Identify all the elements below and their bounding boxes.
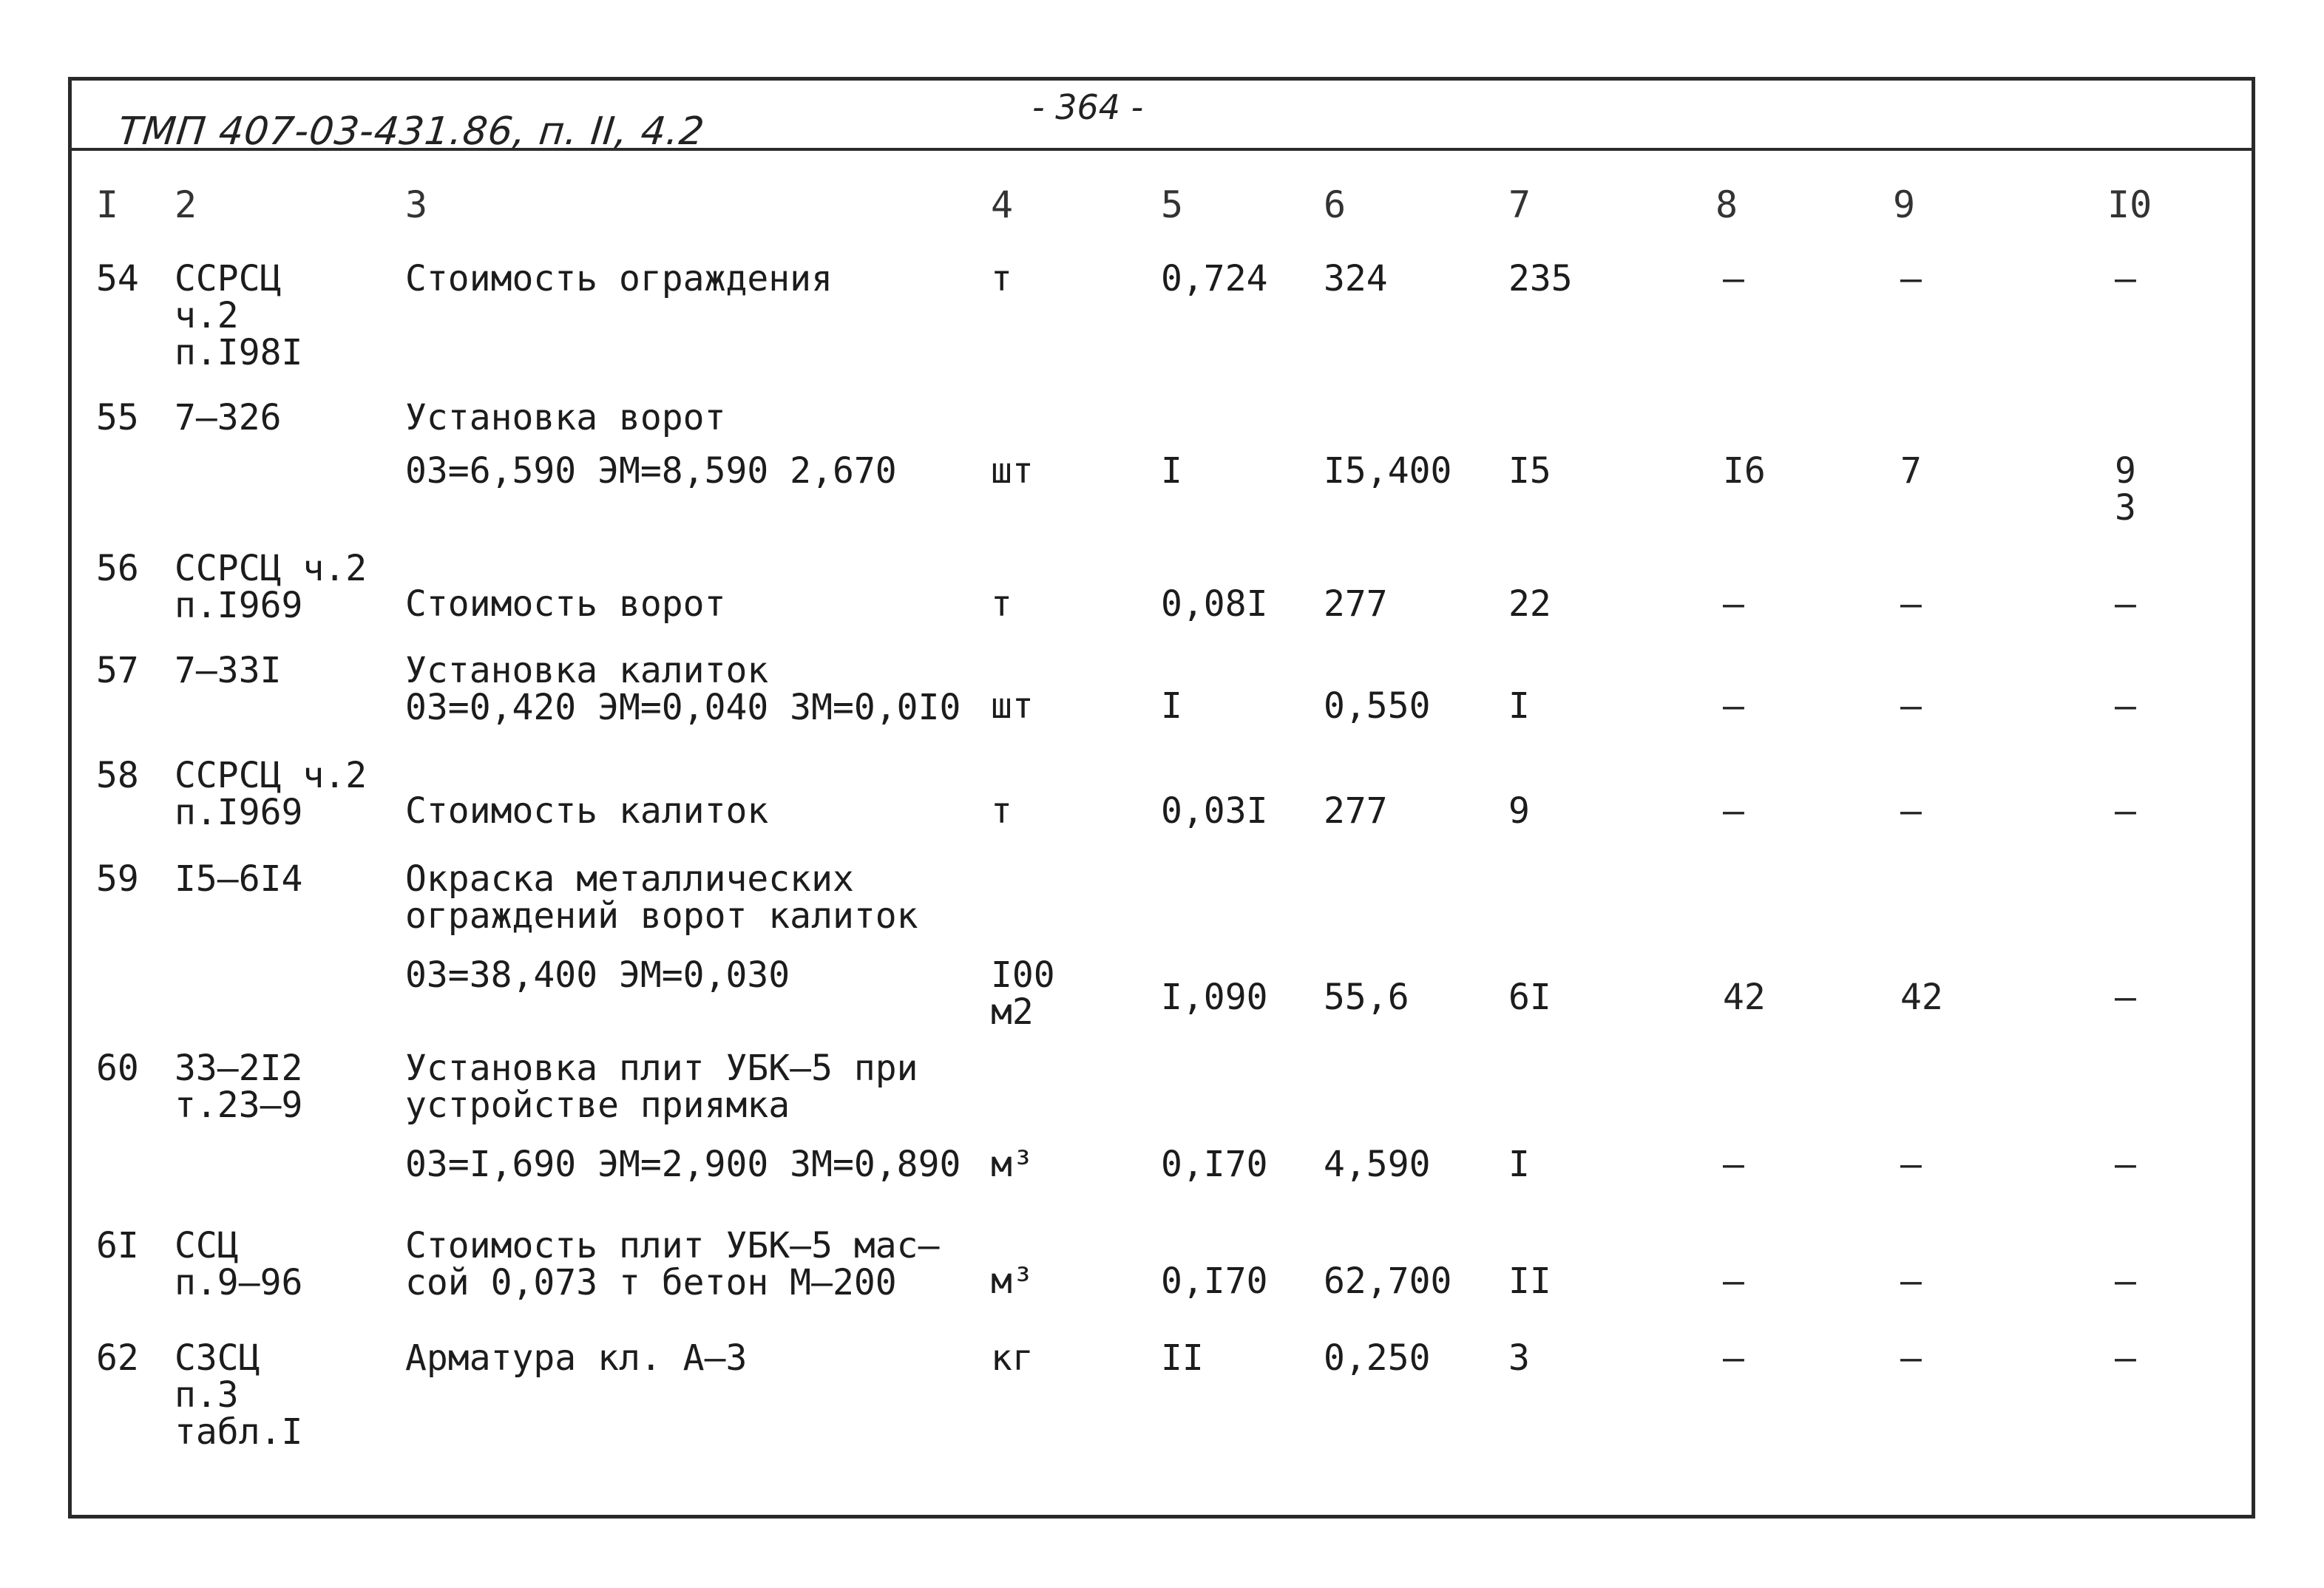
unit-price: 277	[1324, 583, 1388, 625]
row-number: 59	[96, 858, 139, 900]
col-10: –	[2115, 685, 2136, 727]
unit-price: 0,250	[1324, 1337, 1431, 1379]
quantity: I,090	[1161, 977, 1268, 1018]
row-number: 57	[96, 650, 139, 691]
unit: м³	[991, 1144, 1034, 1185]
col-8: –	[1723, 790, 1744, 832]
work-name: Установка плит УБК–5 при устройстве приямка	[405, 1048, 918, 1126]
quantity: 0,08I	[1161, 583, 1268, 625]
rate-code: 33–2I2 т.23–9	[175, 1048, 303, 1126]
row-number: 62	[96, 1337, 139, 1379]
unit-price: 277	[1324, 790, 1388, 832]
unit-price: 4,590	[1324, 1144, 1431, 1185]
column-header-8: 8	[1715, 183, 1738, 226]
unit: I00 м2	[991, 954, 1055, 1033]
col-8: –	[1723, 1260, 1744, 1302]
unit-price: 62,700	[1324, 1260, 1452, 1302]
col-8: –	[1723, 1337, 1744, 1379]
work-name: Стоимость ограждения	[405, 258, 833, 299]
document-code: ТМП 407-03-431.86, п. II, 4.2	[115, 109, 707, 154]
row-number: 58	[96, 755, 139, 796]
quantity: II	[1161, 1337, 1204, 1379]
column-header-3: 3	[405, 183, 428, 226]
col-9: 7	[1900, 450, 1922, 492]
total-cost: 9	[1508, 790, 1530, 832]
col-8: –	[1723, 685, 1744, 727]
col-10: –	[2115, 258, 2136, 299]
total-cost: 22	[1508, 583, 1551, 625]
rate-code: СЗСЦ п.3 табл.I	[175, 1337, 303, 1453]
unit: т	[991, 258, 1012, 299]
col-9: –	[1900, 1144, 1922, 1185]
unit: кг	[991, 1337, 1034, 1379]
column-header-10: I0	[2107, 183, 2152, 226]
col-8: –	[1723, 583, 1744, 625]
row-number: 60	[96, 1048, 139, 1089]
total-cost: I5	[1508, 450, 1551, 492]
column-header-4: 4	[991, 183, 1014, 226]
col-10: –	[2115, 1337, 2136, 1379]
col-9: 42	[1900, 977, 1943, 1018]
unit: шт	[991, 685, 1034, 727]
col-9: –	[1900, 258, 1922, 299]
col-8: 42	[1723, 977, 1766, 1018]
quantity: 0,I70	[1161, 1144, 1268, 1185]
rate-code: 7–326	[175, 397, 282, 438]
column-header-1: I	[96, 183, 119, 226]
unit: шт	[991, 450, 1034, 492]
work-detail: 03=6,590 ЭМ=8,590 2,670	[405, 450, 897, 492]
rate-code: ССРСЦ ч.2 п.I969	[175, 548, 367, 626]
unit-price: 55,6	[1324, 977, 1409, 1018]
total-cost: II	[1508, 1260, 1551, 1302]
col-9: –	[1900, 1337, 1922, 1379]
quantity: 0,03I	[1161, 790, 1268, 832]
work-name: Стоимость калиток	[405, 790, 769, 832]
total-cost: 3	[1508, 1337, 1530, 1379]
rate-code: ССЦ п.9–96	[175, 1225, 303, 1303]
col-10: –	[2115, 1260, 2136, 1302]
column-header-2: 2	[175, 183, 197, 226]
column-header-7: 7	[1508, 183, 1531, 226]
work-name: Установка ворот	[405, 397, 726, 438]
work-detail: 03=38,400 ЭМ=0,030	[405, 954, 790, 996]
unit: т	[991, 790, 1012, 832]
column-header-5: 5	[1161, 183, 1184, 226]
col-10: 9 3	[2115, 450, 2136, 529]
total-cost: I	[1508, 1144, 1530, 1185]
unit-price: I5,400	[1324, 450, 1452, 492]
column-header-6: 6	[1324, 183, 1346, 226]
col-8: –	[1723, 258, 1744, 299]
col-8: I6	[1723, 450, 1766, 492]
rate-code: ССРСЦ ч.2 п.I969	[175, 755, 367, 833]
col-10: –	[2115, 790, 2136, 832]
rate-code: I5–6I4	[175, 858, 303, 900]
work-name: Окраска металлических ограждений ворот калиток	[405, 858, 918, 937]
row-number: 56	[96, 548, 139, 589]
work-name: Арматура кл. А–3	[405, 1337, 748, 1379]
quantity: I	[1161, 685, 1182, 727]
work-name: Установка калиток 03=0,420 ЭМ=0,040 ЗМ=0,0I0	[405, 650, 961, 728]
col-9: –	[1900, 583, 1922, 625]
row-number: 54	[96, 258, 139, 299]
unit: т	[991, 583, 1012, 625]
total-cost: I	[1508, 685, 1530, 727]
row-number: 6I	[96, 1225, 139, 1266]
quantity: 0,I70	[1161, 1260, 1268, 1302]
col-10: –	[2115, 583, 2136, 625]
col-10: –	[2115, 977, 2136, 1018]
col-9: –	[1900, 685, 1922, 727]
work-detail: 03=I,690 ЭМ=2,900 ЗМ=0,890	[405, 1144, 961, 1185]
unit-price: 0,550	[1324, 685, 1431, 727]
quantity: I	[1161, 450, 1182, 492]
col-8: –	[1723, 1144, 1744, 1185]
work-name: Стоимость плит УБК–5 мас– сой 0,073 т бетон М–200	[405, 1225, 940, 1303]
total-cost: 6I	[1508, 977, 1551, 1018]
column-header-9: 9	[1893, 183, 1916, 226]
page-number: - 364 -	[1032, 87, 1144, 127]
col-9: –	[1900, 1260, 1922, 1302]
rate-code: ССРСЦ ч.2 п.I98I	[175, 258, 303, 373]
unit: м³	[991, 1260, 1034, 1302]
total-cost: 235	[1508, 258, 1573, 299]
unit-price: 324	[1324, 258, 1388, 299]
row-number: 55	[96, 397, 139, 438]
quantity: 0,724	[1161, 258, 1268, 299]
col-9: –	[1900, 790, 1922, 832]
work-name: Стоимость ворот	[405, 583, 726, 625]
col-10: –	[2115, 1144, 2136, 1185]
rate-code: 7–33I	[175, 650, 282, 691]
